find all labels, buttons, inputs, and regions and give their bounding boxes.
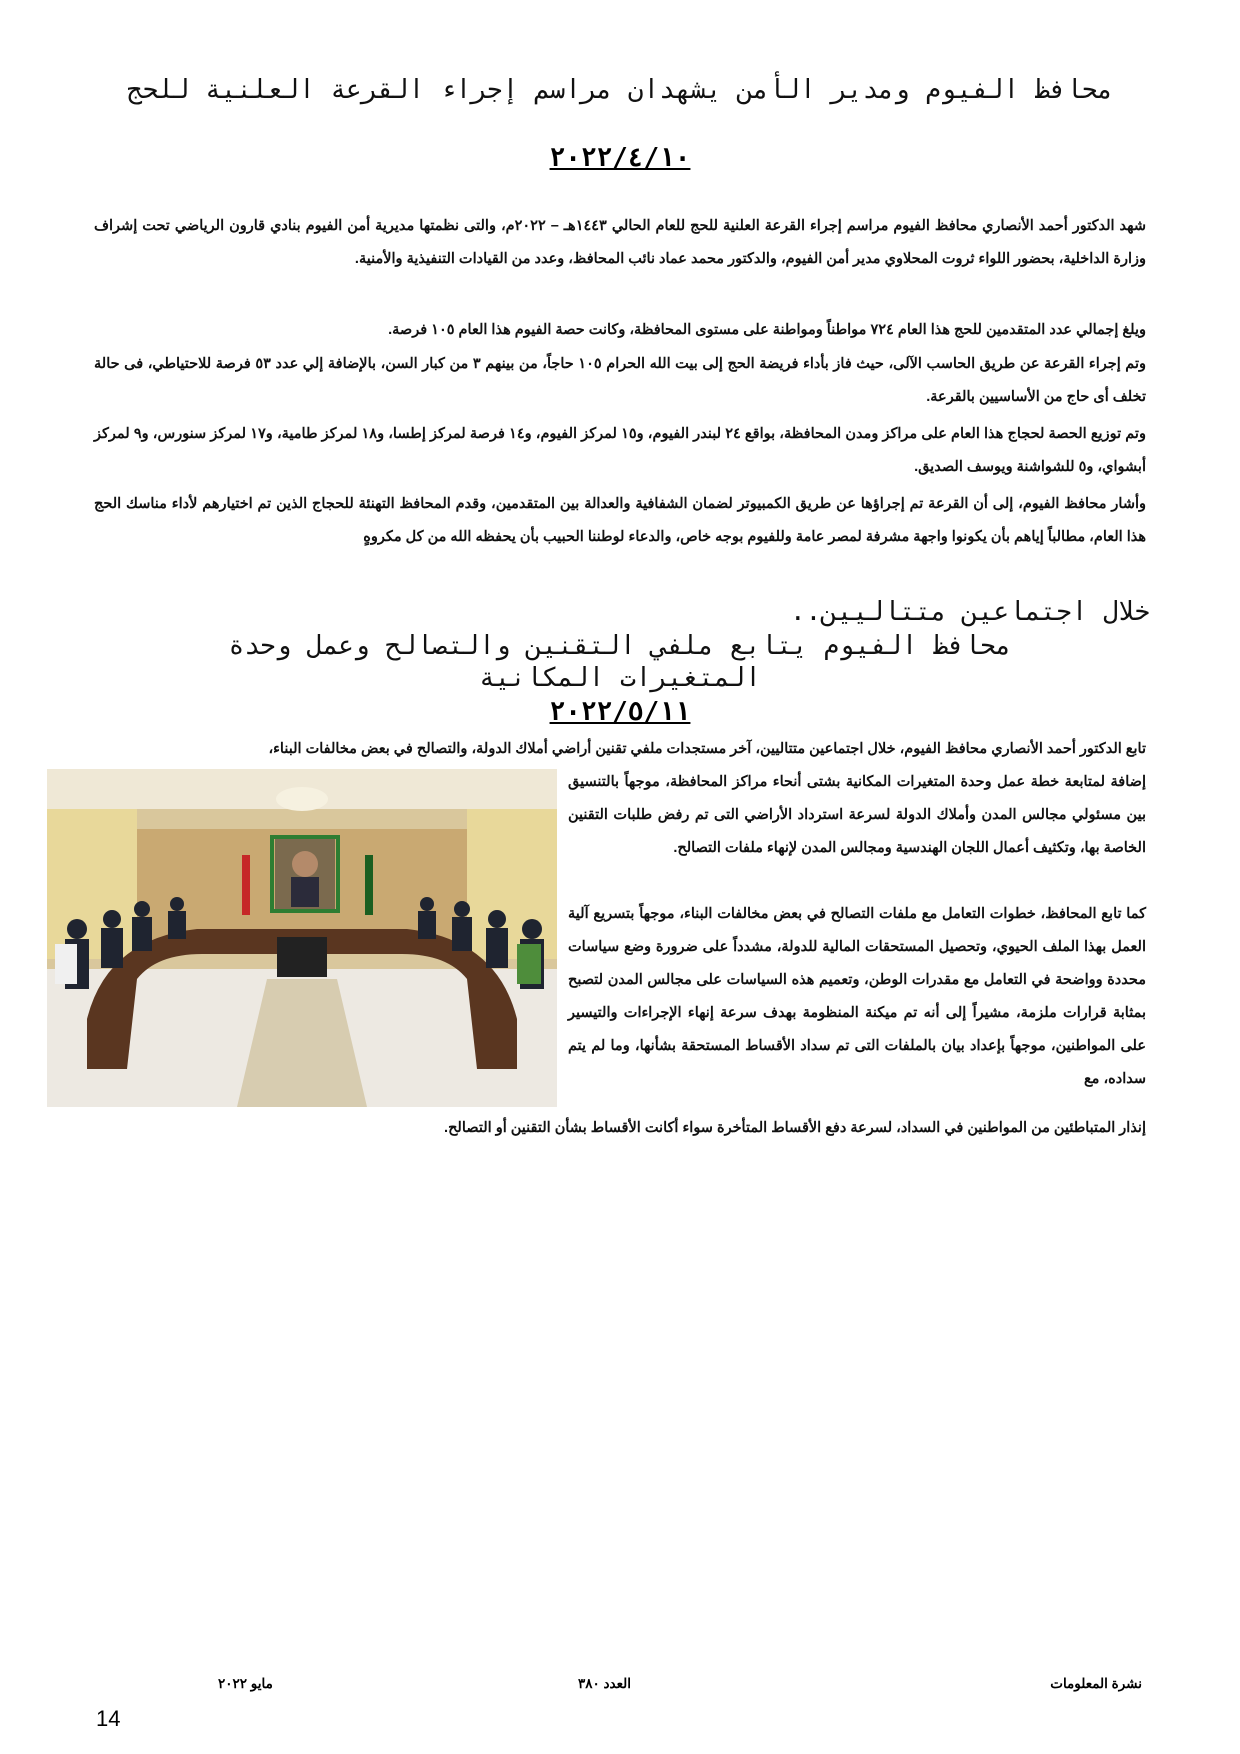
article1-title: محافظ الفيوم ومدير الأمن يشهدان مراسم إجراء القرعة العلنية للحج xyxy=(126,75,1114,105)
article2-paragraph-side: إضافة لمتابعة خطة عمل وحدة المتغيرات المكانية بشتى أنحاء مراكز المحافظة، موجهاً بالتنسيق بين مسئولي مجالس المدن وأملاك الدولة لسرعة استرداد الأراضي التى تم رفض طلبات التقنين الخاصة بها، وتكثيف أعمال اللجان الهندسية ومجالس المدن لإنهاء ملفات التصالح. xyxy=(568,774,1146,856)
meeting-photo xyxy=(47,769,557,1107)
article1-paragraph-1: شهد الدكتور أحمد الأنصاري محافظ الفيوم مراسم إجراء القرعة العلنية للحج للعام الحالي ١٤٤٣هـ – ٢٠٢٢م، والتى نظمتها مديرية أمن الفيوم بنادي قارون الرياضي تحت إشراف وزارة الداخلية، بحضور اللواء ثروت المحلاوي مدير أمن الفيوم، والدكتور محمد عماد نائب المحافظ، وعدد من القيادات التنفيذية والأمنية. xyxy=(94,218,1147,267)
page-number: 14 xyxy=(96,1706,121,1731)
article1-date: ٢٠٢٢/٤/١٠ xyxy=(549,143,691,173)
article1-paragraph-3: وتم إجراء القرعة عن طريق الحاسب الآلى، حيث فاز بأداء فريضة الحج إلى بيت الله الحرام ١٠٥ حاجاً، من بينهم ٣ من كبار السن، بالإضافة إلي عدد ٥٣ فرصة للاحتياطي، فى حالة تخلف أى حاج من الأساسيين بالقرعة. xyxy=(94,356,1146,405)
article2-paragraph-side-2: كما تابع المحافظ، خطوات التعامل مع ملفات التصالح في بعض مخالفات البناء، موجهاً بتسريع آلية العمل بهذا الملف الحيوي، وتحصيل المستحقات المالية للدولة، مشدداً على ضرورة وضع سياسات محددة وواضحة في التعامل مع مقدرات الوطن، وتعميم هذه السياسات على مجالس المدن لتصبح بمثابة قرارات ملزمة، مشيراً إلى أنه تم ميكنة المنظومة بهدف سرعة إنهاء الإجراءات والتيسير على المواطنين، موجهاً بإعداد بيان بالملفات التى تم سداد الأقساط المستحقة بشأنها، وما لم يتم سداده، مع xyxy=(568,906,1146,1087)
meeting-room-illustration xyxy=(47,769,557,1107)
article2-paragraph-top: تابع الدكتور أحمد الأنصاري محافظ الفيوم، خلال اجتماعين متتاليين، آخر مستجدات ملفي تقنين أراضي أملاك الدولة، والتصالح في بعض مخالفات البناء، xyxy=(268,741,1146,757)
article1-paragraph-5: وأشار محافظ الفيوم، إلى أن القرعة تم إجراؤها عن طريق الكمبيوتر لضمان الشفافية والعدالة بين المتقدمين، وقدم المحافظ التهنئة للحجاج الذين تم اختيارهم لأداء مناسك الحج هذا العام، مطالباً إياهم بأن يكونوا واجهة مشرفة لمصر عامة وللفيوم بوجه خاص، والدعاء لوطننا الحبيب بأن يحفظه الله من كل مكروهٍ xyxy=(94,496,1146,545)
article2-paragraph-bottom: إنذار المتباطئين من المواطنين في السداد، لسرعة دفع الأقساط المتأخرة سواء أكانت الأقساط بشأن التقنين أو التصالح. xyxy=(444,1120,1146,1136)
article2-date: ٢٠٢٢/٥/١١ xyxy=(549,697,691,727)
article1-paragraph-2: ويلغ إجمالي عدد المتقدمين للحج هذا العام ٧٢٤ مواطناً ومواطنة على مستوى المحافظة، وكانت حصة الفيوم هذا العام ١٠٥ فرصة. xyxy=(388,322,1146,338)
footer-date: مايو ٢٠٢٢ xyxy=(218,1676,273,1691)
article2-title: محافظ الفيوم يتابع ملفي التقنين والتصالح وعمل وحدة المتغيرات المكانية xyxy=(228,631,1012,693)
footer-issue: العدد ٣٨٠ xyxy=(578,1676,631,1691)
footer-publication: نشرة المعلومات xyxy=(1050,1676,1142,1691)
article1-paragraph-4: وتم توزيع الحصة لحجاج هذا العام على مراكز ومدن المحافظة، بواقع ٢٤ لبندر الفيوم، و١٥ لمركز الفيوم، و١٤ فرصة لمركز إطسا، و١٨ لمركز طامية، و١٧ لمركز سنورس، و٩ لمركز أبشواي، و٥ للشواشنة ويوسف الصديق. xyxy=(94,426,1146,475)
article2-kicker: خلال اجتماعين متتاليين.. xyxy=(789,597,1150,627)
